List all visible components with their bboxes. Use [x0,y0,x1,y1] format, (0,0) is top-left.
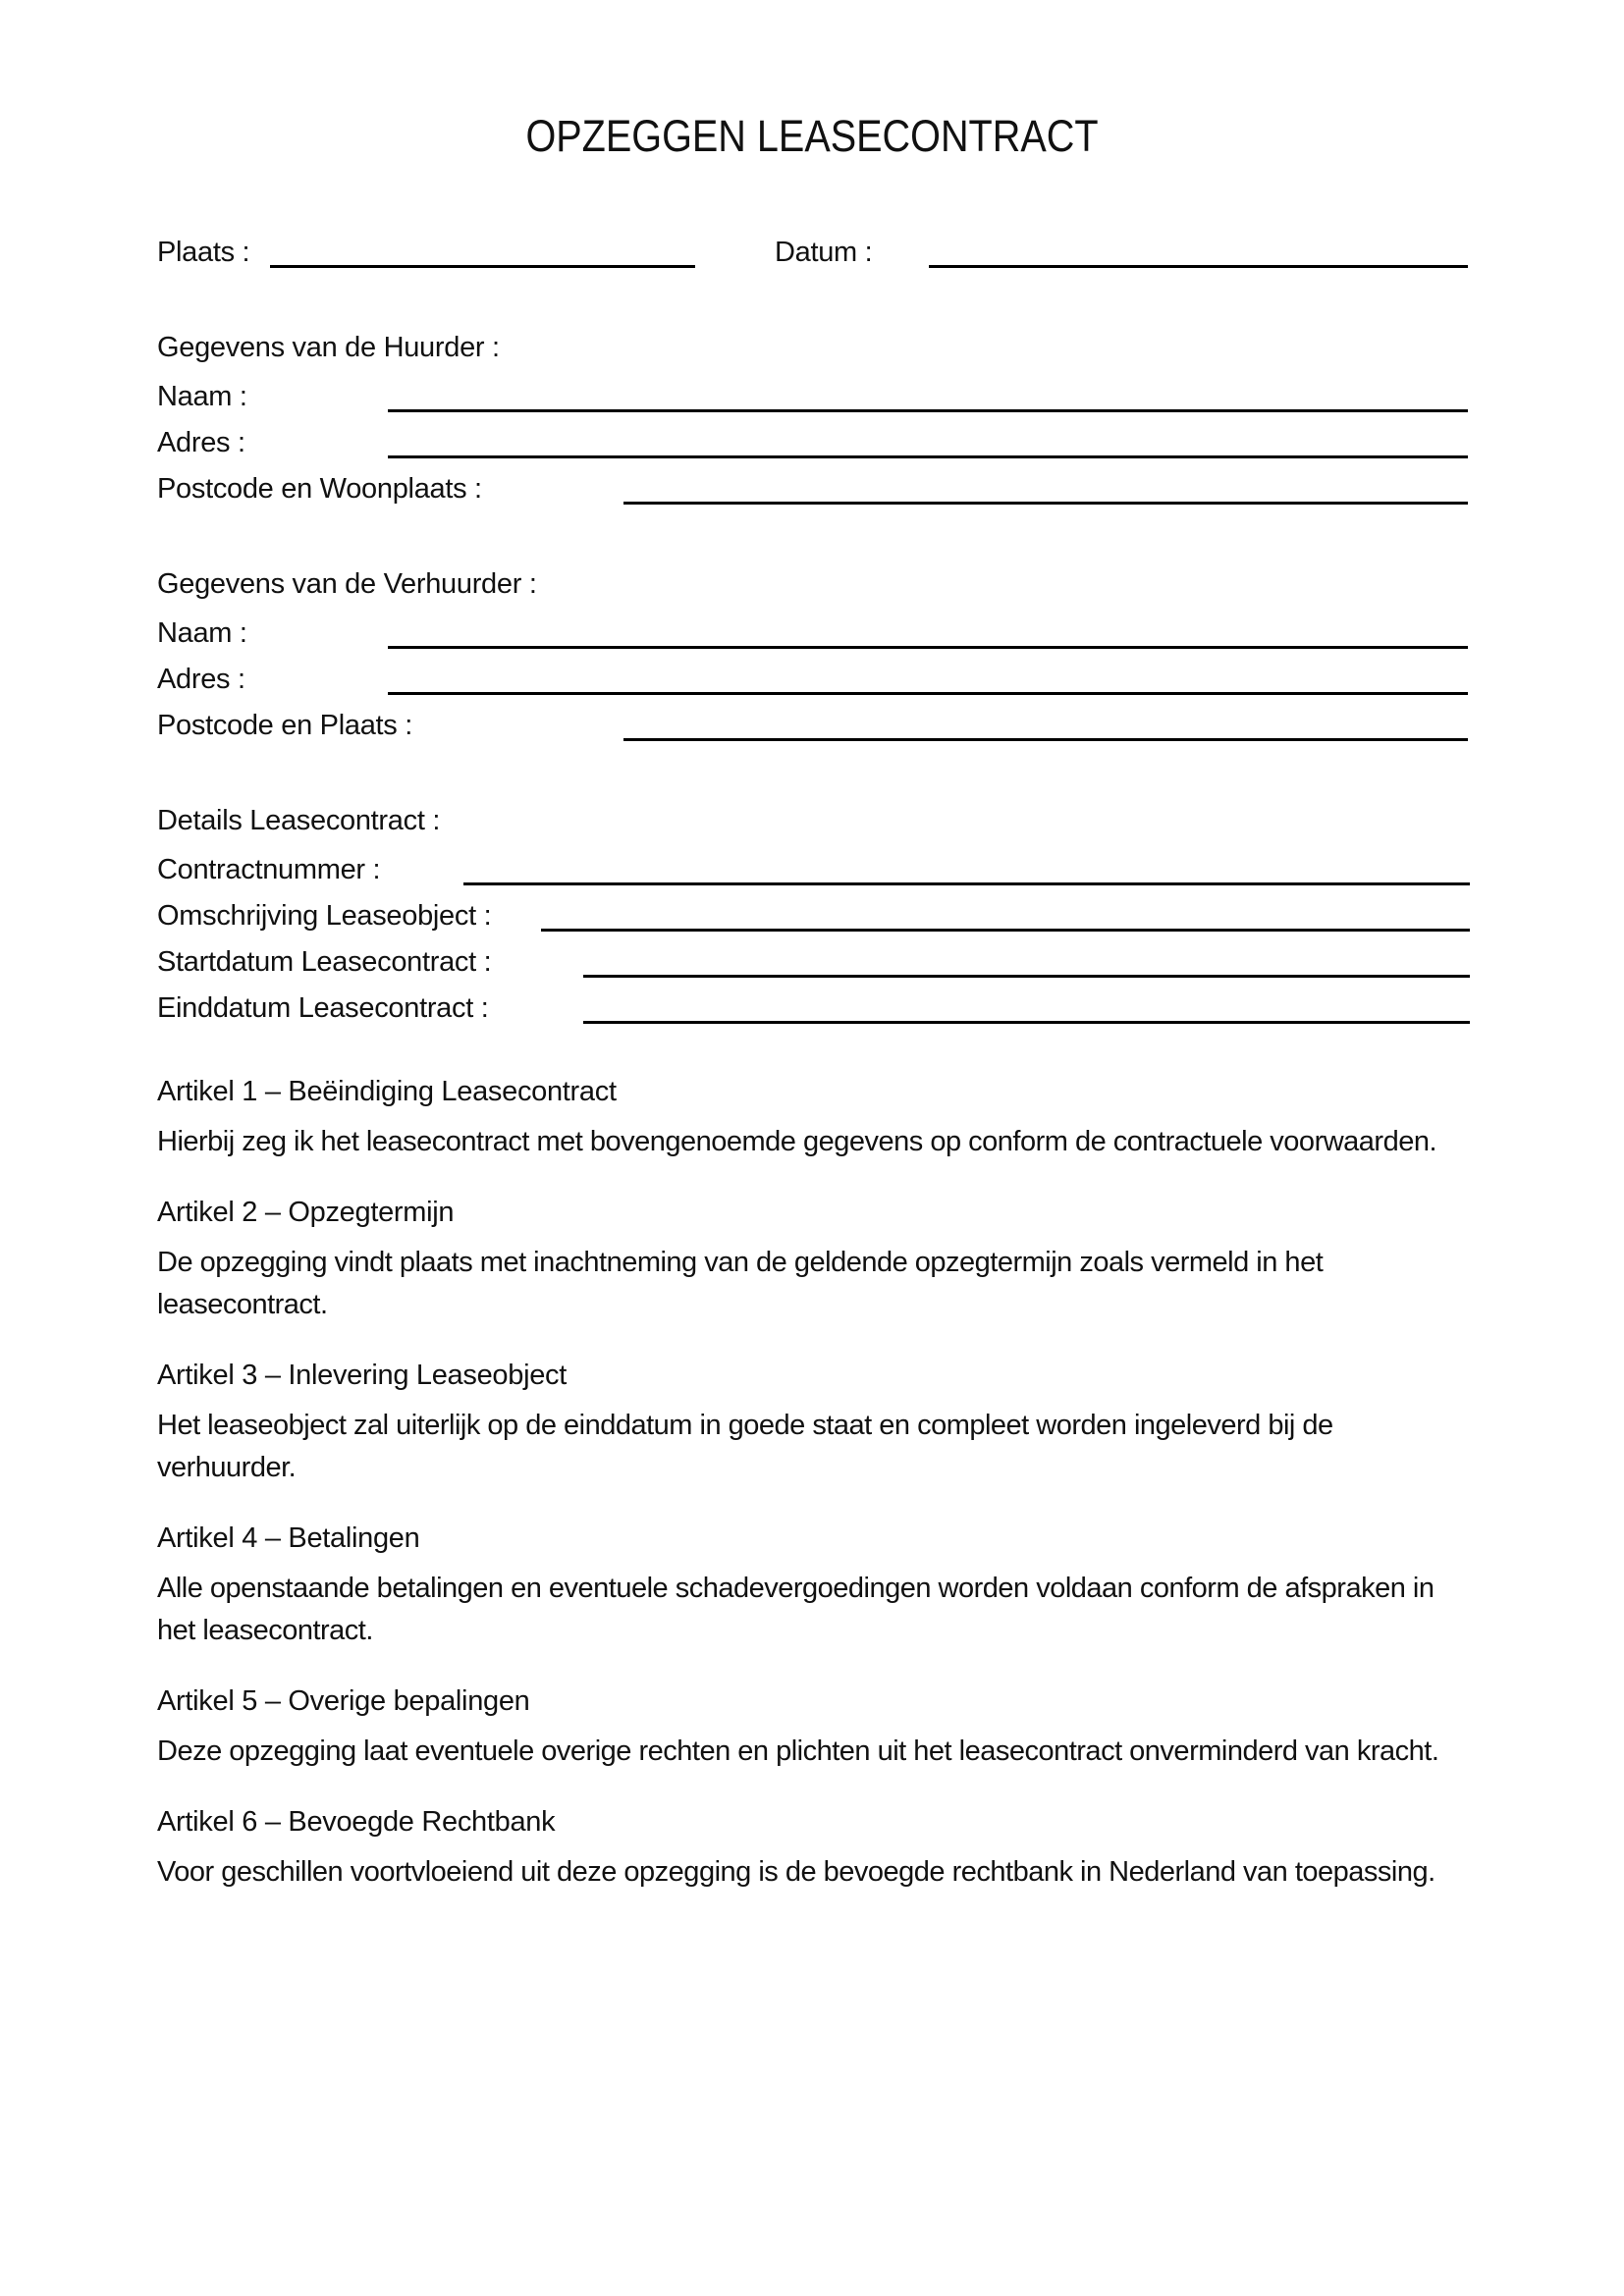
section-verhuurder [157,567,1470,755]
startdatum-label: Startdatum Leasecontract : [157,946,492,978]
field-row-verhuurder-postcode [157,709,1470,755]
contractnummer-fill-line[interactable] [463,882,1470,885]
article-1-heading: Artikel 1 – Beëindiging Leasecontract [157,1076,617,1107]
huurder-naam-label: Naam : [157,381,247,412]
article-2-heading: Artikel 2 – Opzegtermijn [157,1197,455,1228]
article-2-body: De opzegging vindt plaats met inachtneming van de geldende opzegtermijn zoals vermeld in het leasecontract. [157,1247,1324,1320]
article-6 [157,1805,1470,1894]
article-3-body: Het leaseobject zal uiterlijk op de einddatum in goede staat en compleet worden ingeleverd bij de verhuurder. [157,1410,1333,1483]
field-row-omschrijving [157,899,1470,945]
verhuurder-naam-label: Naam : [157,617,247,649]
section-huurder-heading: Gegevens van de Huurder : [157,332,500,363]
field-row-einddatum [157,991,1470,1038]
verhuurder-adres-fill-line[interactable] [388,692,1468,695]
section-details-heading: Details Leasecontract : [157,805,441,836]
articles-list [157,1075,1470,1894]
verhuurder-adres-label: Adres : [157,664,245,695]
article-1 [157,1075,1470,1163]
article-5 [157,1684,1470,1773]
article-3 [157,1359,1470,1489]
verhuurder-naam-fill-line[interactable] [388,646,1468,649]
huurder-postcode-fill-line[interactable] [623,502,1468,505]
date-label: Datum : [775,237,873,268]
section-details [157,804,1470,1038]
article-4-heading: Artikel 4 – Betalingen [157,1522,420,1554]
article-5-body: Deze opzegging laat eventuele overige rechten en plichten uit het leasecontract onverminderd van kracht. [157,1735,1439,1767]
field-row-contractnummer [157,853,1470,899]
section-huurder [157,331,1470,518]
article-6-heading: Artikel 6 – Bevoegde Rechtbank [157,1806,556,1838]
omschrijving-label: Omschrijving Leaseobject : [157,900,492,932]
article-2 [157,1196,1470,1326]
huurder-adres-label: Adres : [157,427,245,458]
place-label: Plaats : [157,237,250,268]
article-6-body: Voor geschillen voortvloeiend uit deze opzegging is de bevoegde rechtbank in Nederland van toepassing. [157,1856,1435,1888]
einddatum-label: Einddatum Leasecontract : [157,992,489,1024]
contractnummer-label: Contractnummer : [157,854,381,885]
field-row-verhuurder-adres [157,663,1470,709]
field-row-verhuurder-naam [157,616,1470,663]
article-5-heading: Artikel 5 – Overige bepalingen [157,1685,530,1717]
huurder-adres-fill-line[interactable] [388,455,1468,458]
place-fill-line[interactable] [270,265,695,268]
place-date-row [157,236,1470,282]
date-fill-line[interactable] [929,265,1468,268]
field-row-huurder-postcode [157,472,1470,518]
huurder-naam-fill-line[interactable] [388,409,1468,412]
startdatum-fill-line[interactable] [583,975,1470,978]
document-title: OPZEGGEN LEASECONTRACT [525,111,1099,161]
field-row-huurder-adres [157,426,1470,472]
huurder-postcode-label: Postcode en Woonplaats : [157,473,482,505]
omschrijving-fill-line[interactable] [541,929,1470,932]
article-3-heading: Artikel 3 – Inlevering Leaseobject [157,1360,567,1391]
article-4-body: Alle openstaande betalingen en eventuele schadevergoedingen worden voldaan conform de afspraken in het leasecontract. [157,1573,1435,1646]
verhuurder-postcode-fill-line[interactable] [623,738,1468,741]
article-4 [157,1522,1470,1652]
article-1-body: Hierbij zeg ik het leasecontract met bovengenoemde gegevens op conform de contractuele voorwaarden. [157,1126,1437,1157]
verhuurder-postcode-label: Postcode en Plaats : [157,710,412,741]
document-content [157,236,1470,1894]
field-row-huurder-naam [157,380,1470,426]
field-row-startdatum [157,945,1470,991]
section-verhuurder-heading: Gegevens van de Verhuurder : [157,568,537,600]
einddatum-fill-line[interactable] [583,1021,1470,1024]
